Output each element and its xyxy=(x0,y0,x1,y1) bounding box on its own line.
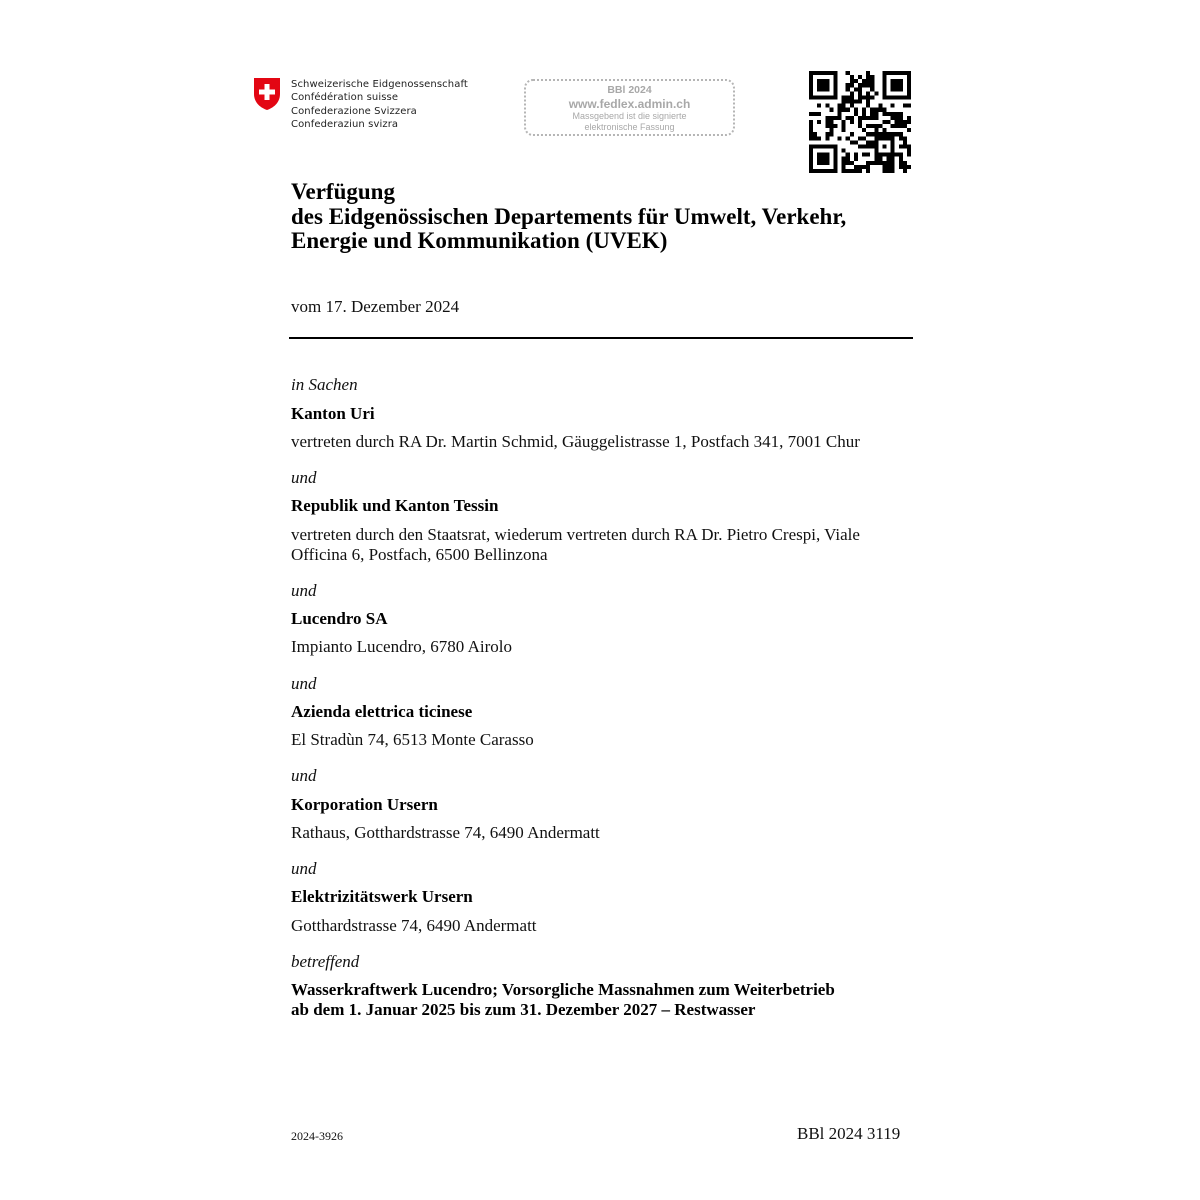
stamp-line-1: BBl 2024 xyxy=(607,84,652,96)
confederation-name-de: Schweizerische Eidgenossenschaft xyxy=(291,79,468,90)
subject-line-2: ab dem 1. Januar 2025 bis zum 31. Dezember 2027 – Restwasser xyxy=(291,1000,756,1019)
confederation-name-fr: Confédération suisse xyxy=(291,92,399,104)
bbl-reference: BBl 2024 3119 xyxy=(797,1124,901,1143)
party-detail: Impianto Lucendro, 6780 Airolo xyxy=(291,637,512,656)
stamp-line-4: elektronische Fassung xyxy=(584,122,675,132)
subject-line-1: Wasserkraftwerk Lucendro; Vorsorgliche Massnahmen zum Weiterbetrieb xyxy=(291,980,835,999)
fedlex-stamp xyxy=(524,79,735,136)
connector-und: und xyxy=(291,674,317,693)
connector-und: und xyxy=(291,766,317,785)
stamp-line-3: Massgebend ist die signierte xyxy=(572,111,687,121)
title-divider xyxy=(289,337,913,339)
connector-und: und xyxy=(291,859,317,878)
swiss-cross-shield-icon xyxy=(253,77,281,111)
qr-code-icon xyxy=(809,71,911,173)
stamp-line-2: www.fedlex.admin.ch xyxy=(568,97,691,111)
document-date: vom 17. Dezember 2024 xyxy=(291,297,460,316)
connector-und: und xyxy=(291,468,317,487)
party-name: Azienda elettrica ticinese xyxy=(291,702,473,721)
party-detail: El Stradùn 74, 6513 Monte Carasso xyxy=(291,730,534,749)
party-name: Korporation Ursern xyxy=(291,795,438,814)
document-title xyxy=(291,180,846,254)
confederation-name-rm: Confederaziun svizra xyxy=(291,119,399,131)
title-line-3: Energie und Kommunikation (UVEK) xyxy=(291,228,668,253)
party-name: Lucendro SA xyxy=(291,609,388,628)
confederation-name-it: Confederazione Svizzera xyxy=(291,105,417,117)
party-detail: vertreten durch den Staatsrat, wiederum vertreten durch RA Dr. Pietro Crespi, Viale xyxy=(291,525,860,544)
betreffend-label: betreffend xyxy=(291,952,360,971)
party-name: Republik und Kanton Tessin xyxy=(291,496,499,515)
party-detail: Rathaus, Gotthardstrasse 74, 6490 Andermatt xyxy=(291,823,600,842)
party-detail: vertreten durch RA Dr. Martin Schmid, Gäuggelistrasse 1, Postfach 341, 7001 Chur xyxy=(291,432,860,451)
title-line-2: des Eidgenössischen Departements für Umwelt, Verkehr, xyxy=(291,203,847,229)
party-detail: Officina 6, Postfach, 6500 Bellinzona xyxy=(291,545,548,564)
title-line-1: Verfügung xyxy=(291,179,395,204)
confederation-names xyxy=(291,78,468,132)
party-name: Elektrizitätswerk Ursern xyxy=(291,887,473,906)
party-name: Kanton Uri xyxy=(291,404,375,423)
party-detail: Gotthardstrasse 74, 6490 Andermatt xyxy=(291,916,537,935)
document-code: 2024-3926 xyxy=(291,1129,343,1143)
connector-und: und xyxy=(291,581,317,600)
in-sachen-label: in Sachen xyxy=(291,375,358,394)
